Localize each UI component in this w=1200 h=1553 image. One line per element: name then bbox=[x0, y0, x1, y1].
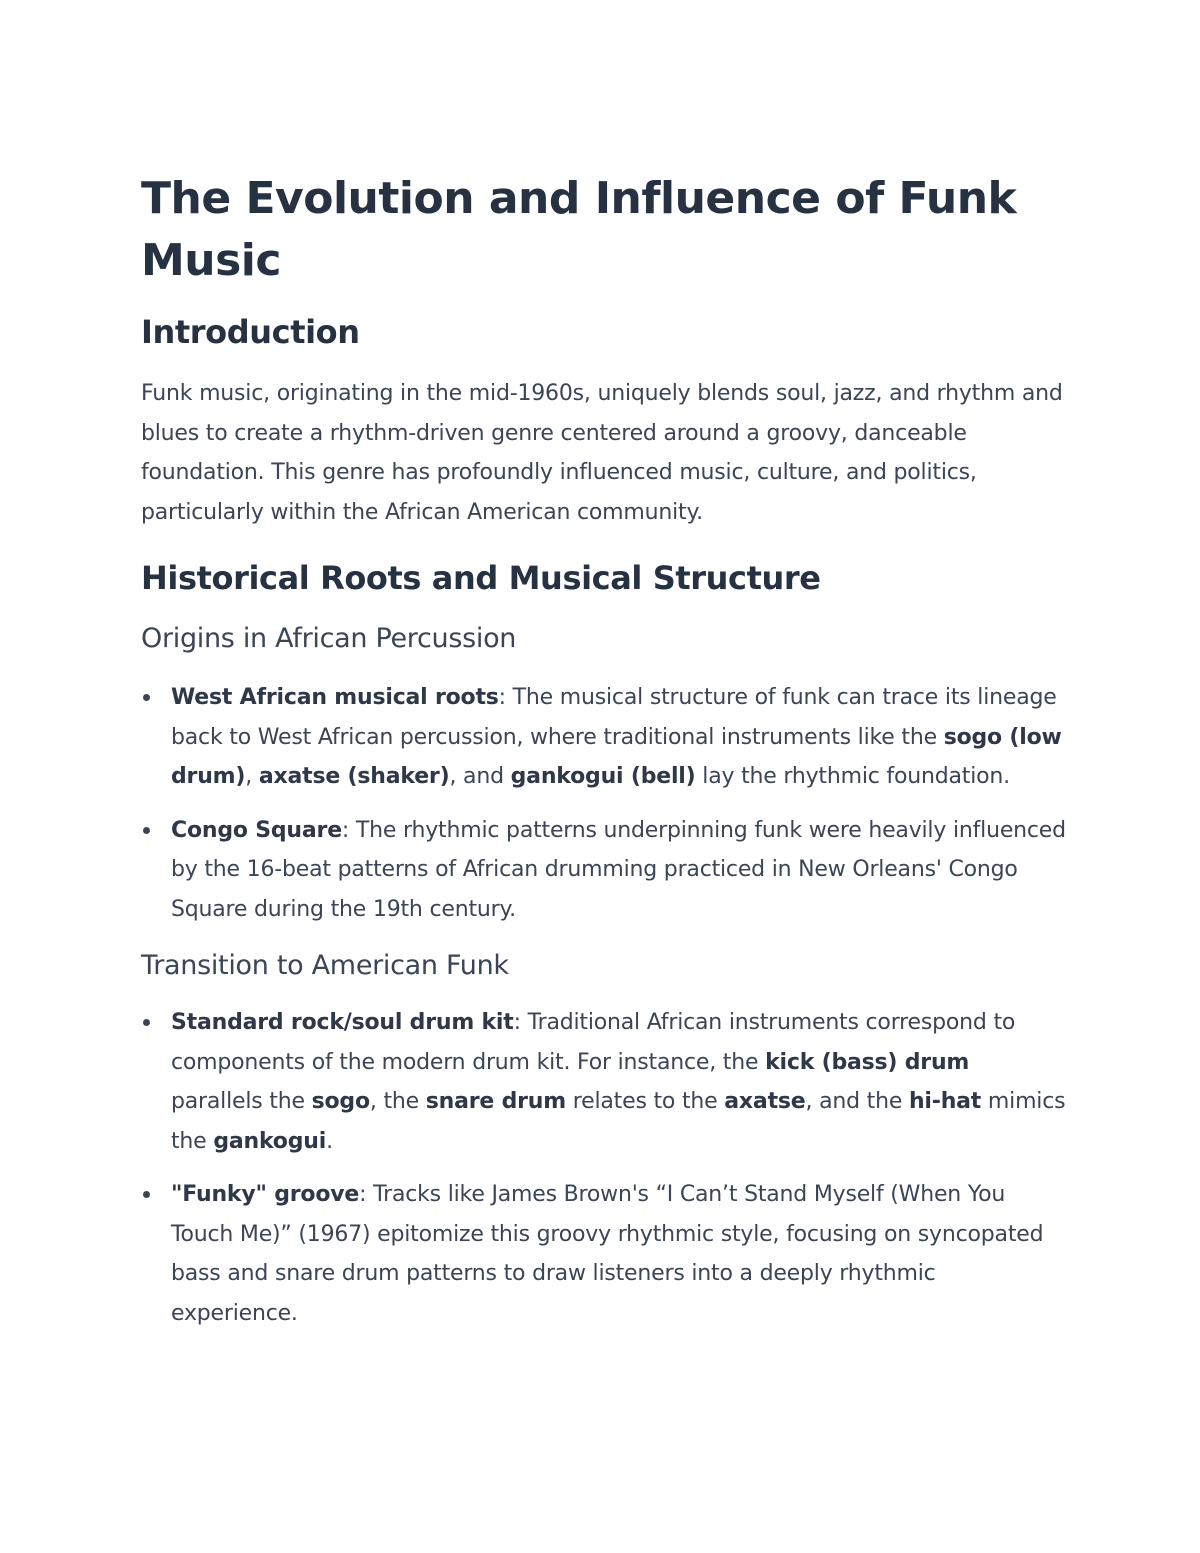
text-span: lay the rhythmic foundation. bbox=[695, 764, 1010, 789]
list-item bbox=[141, 678, 1066, 797]
term-bold: axatse (shaker) bbox=[258, 764, 450, 789]
section-heading-historical-roots: Historical Roots and Musical Structure bbox=[141, 559, 821, 597]
term-bold: Congo Square bbox=[171, 817, 342, 843]
text-span: : Traditional African instruments correspond to components of the modern drum kit. For instance, the bbox=[171, 1010, 1016, 1075]
text-span: mimics the bbox=[171, 1089, 1066, 1154]
text-span: , bbox=[245, 764, 259, 789]
section-heading-introduction: Introduction bbox=[141, 313, 360, 351]
subsection-heading-origins: Origins in African Percussion bbox=[141, 623, 517, 654]
term-bold: axatse bbox=[724, 1089, 806, 1114]
list-item bbox=[141, 1175, 1066, 1333]
term-bold: hi-hat bbox=[908, 1089, 982, 1114]
term-bold: West African musical roots bbox=[171, 685, 499, 710]
text-span: . bbox=[326, 1128, 333, 1154]
term-bold: "Funky" groove bbox=[171, 1182, 360, 1207]
page-title: The Evolution and Influence of Funk Music bbox=[141, 173, 1017, 286]
text-span: parallels the bbox=[171, 1089, 312, 1114]
text-span: : Tracks like James Brown's “I Can’t Stand Myself (When You Touch Me)” (1967) epitomize this groovy rhythmic style, focusing on syncopated bass and snare drum patterns to draw listeners into a deeply rhythmic experience. bbox=[171, 1182, 1044, 1326]
transition-list bbox=[141, 1003, 1066, 1333]
text-span: , and bbox=[449, 764, 511, 789]
term-bold: sogo (low drum) bbox=[171, 724, 1062, 789]
bullet-icon bbox=[143, 1019, 150, 1026]
bullet-icon bbox=[143, 1191, 150, 1198]
text-span: , and the bbox=[805, 1089, 909, 1114]
term-bold: gankogui bbox=[213, 1128, 327, 1154]
term-bold: gankogui (bell) bbox=[510, 764, 696, 789]
term-bold: Standard rock/soul drum kit bbox=[171, 1010, 514, 1035]
subsection-heading-transition: Transition to American Funk bbox=[141, 950, 509, 981]
term-bold: sogo bbox=[311, 1089, 370, 1114]
text-span: , the bbox=[369, 1089, 426, 1114]
text-span: : The rhythmic patterns underpinning funk were heavily influenced by the 16-beat patterns of African drumming practiced in New Orleans' Congo Square during the 19th century. bbox=[171, 817, 1066, 922]
list-item bbox=[141, 1003, 1066, 1161]
document-page bbox=[141, 168, 1066, 1333]
text-span: relates to the bbox=[566, 1089, 725, 1114]
bullet-icon bbox=[143, 827, 150, 834]
introduction-paragraph: Funk music, originating in the mid-1960s, uniquely blends soul, jazz, and rhythm and blues to create a rhythm-driven genre centered around a groovy, danceable foundation. This genre has profoundly influenced music, culture, and politics, particularly within the African American community. bbox=[141, 381, 1063, 525]
term-bold: snare drum bbox=[425, 1089, 566, 1114]
text-span: : The musical structure of funk can trace its lineage back to West African percussion, where traditional instruments like the bbox=[171, 685, 1057, 750]
list-item bbox=[141, 811, 1066, 930]
term-bold: kick (bass) drum bbox=[765, 1049, 970, 1075]
origins-list bbox=[141, 678, 1066, 929]
bullet-icon bbox=[143, 694, 150, 701]
